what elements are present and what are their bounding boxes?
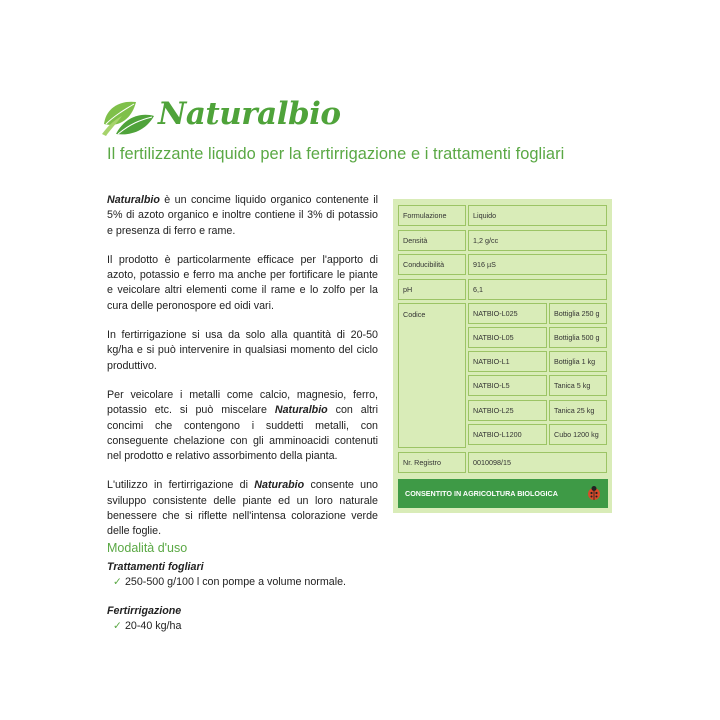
spec-value: 6,1 [468,279,607,300]
spec-label: pH [398,279,466,300]
page-subtitle: Il fertilizzante liquido per la fertirrigazione e i trattamenti fogliari [107,145,565,163]
spec-value: 916 µS [468,254,607,275]
intro-paragraph-5-text-a: L'utilizzo in fertirrigazione di [107,479,255,492]
brand-mention: Naturabio [254,479,305,492]
spec-value: 1,2 g/cc [468,230,607,251]
product-code: NATBIO-L1 [468,351,547,372]
product-code: NATBIO-L025 [468,303,547,324]
intro-paragraph-1-text: è un concime liquido organico contenente il 5% di azoto organico e inoltre contiene il 3% di potassio e presenza di ferro e rame. [107,194,378,237]
spec-label: Formulazione [398,205,466,226]
intro-paragraph-5 [107,478,378,539]
intro-paragraph-4-text-a: Per veicolare i metalli come calcio, magnesio, ferro, potassio etc. si può miscelare [107,388,378,417]
product-pack: Bottiglia 250 g [549,303,607,324]
brand-logo [100,94,480,140]
intro-paragraph-4-text-b: con altri concimi che contengono i suddetti metalli, con conseguente chelazione con gli amminoacidi contenuti nel prodotto e relativo assorbimento della pianta. [107,404,378,463]
intro-paragraph-4 [107,388,378,464]
spec-value: Liquido [468,205,607,226]
product-code: NATBIO-L5 [468,375,547,396]
usage-item [107,575,346,590]
brand-mention: Naturalbio [107,194,160,206]
leaf-logo-icon [100,94,156,140]
usage-item [107,619,346,634]
product-code: NATBIO-L05 [468,327,547,348]
check-icon: ✓ [113,620,122,632]
intro-paragraph-1 [107,193,378,239]
check-icon: ✓ [113,576,122,588]
brand-mention: Naturalbio [274,404,328,417]
product-pack: Tanica 25 kg [549,400,607,421]
usage-item-text: 250-500 g/100 l con pompe a volume normale. [124,576,346,588]
registro-value: 0010098/15 [468,452,607,473]
usage-title: Fertirrigazione [107,605,182,617]
spec-label: Densità [398,230,466,251]
organic-banner [398,479,608,508]
usage-list [107,560,346,634]
usage-title: Trattamenti fogliari [107,561,204,573]
product-code: NATBIO-L1200 [468,424,547,445]
registro-label: Nr. Registro [398,452,466,473]
product-code: NATBIO-L25 [468,400,547,421]
product-pack: Bottiglia 1 kg [549,351,607,372]
intro-paragraph-5-text-b: consente uno sviluppo consistente delle piante ed un loro naturale benessere che si riflette nell'intensa colorazione verde delle foglie. [107,479,378,538]
product-pack: Cubo 1200 kg [549,424,607,445]
usage-heading: Modalità d'uso [107,541,188,555]
intro-text [107,193,378,554]
usage-item-text: 20-40 kg/ha [124,620,182,632]
codice-label: Codice [398,303,466,448]
spec-label: Conducibilità [398,254,466,275]
ladybug-icon [586,485,602,501]
intro-paragraph-2: Il prodotto è particolarmente efficace per l'apporto di azoto, potassio e ferro ma anche per fortificare le piante e veicolare altri elementi come il rame e lo zolfo per la cura delle peronospore ed oidi vari. [107,253,378,312]
brand-name: Naturalbio [158,96,341,132]
organic-banner-text: CONSENTITO IN AGRICOLTURA BIOLOGICA [405,489,558,498]
intro-paragraph-3: In fertirrigazione si usa da solo alla quantità di 20-50 kg/ha e si può intervenire in qualsiasi momento del ciclo produttivo. [107,329,378,372]
product-pack: Bottiglia 500 g [549,327,607,348]
product-pack: Tanica 5 kg [549,375,607,396]
